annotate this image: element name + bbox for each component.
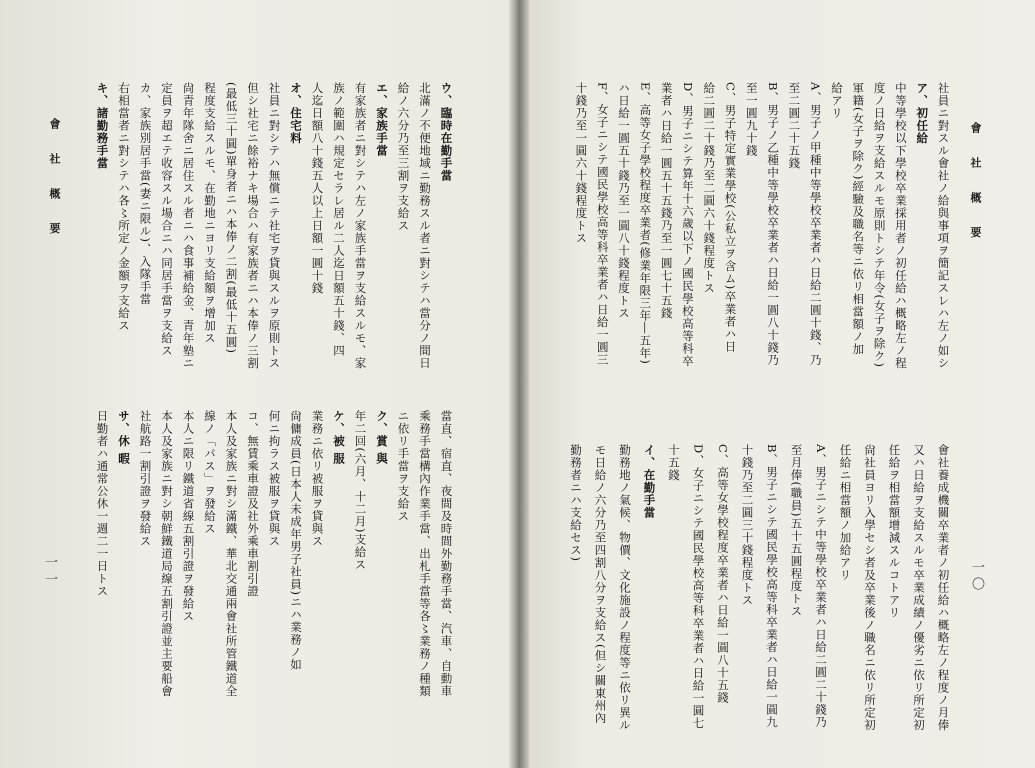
text-column: (最低三十圓)單身者ニハ本俸ノ二割(最低十五圓) (224, 82, 239, 354)
text-column: 勤務地ノ氣候、物價、文化施設ノ程度等ニ依リ異ル (618, 444, 632, 732)
text-column: サ、休 暇 (117, 410, 131, 466)
text-column: 乘務手當構內作業手當、出札手當等各〻業務ノ種類 (418, 410, 432, 698)
text-column: 尙傭成員(日本人未成年男子社員)ニハ業務ノ如 (289, 410, 303, 671)
text-column: ハ日給一圓五十錢乃至一圓八十錢程度トス (617, 82, 631, 320)
text-column: 日勤者ハ通常公休一週二一日トス (95, 410, 110, 598)
text-column: 本人及家族ニ對シ朝鮮鐵道局線五割引證並主要船會 (160, 410, 174, 698)
text-column: ク、賞 與 (375, 410, 389, 466)
text-column: D、女子ニシテ國民學校高等科卒業者ハ日給一圓七 (691, 444, 706, 730)
text-column: E、高等女子學校程度卒業者(修業年限三年―五年) (638, 82, 653, 365)
text-column: 任給ニ相當額ノ加給アリ (838, 444, 853, 582)
text-column: 社員ニ對スル會社ノ給與事項ヲ簡記スレハ左ノ如シ (936, 82, 951, 370)
text-column: 給ノ六分乃至三割ヲ支給ス (396, 82, 411, 232)
text-column: モ日給ノ六分乃至四割八分ヲ支給ス(但シ關東州內 (593, 444, 608, 725)
right-page (519, 0, 1035, 768)
book-gutter (509, 0, 529, 768)
text-column: 社航路一割引證ヲ發給ス (138, 410, 153, 548)
left-page (0, 0, 517, 768)
text-column: 族ノ範圍ハ規定セラレ居ル二人迄日額五十錢、四 (332, 82, 346, 357)
text-column: 有家族者ニ對シテハ左ノ家族手當ヲ支給スルモ、家 (353, 82, 368, 370)
text-column: 右相當者ニ對シテハ各〻所定ノ金額ヲ支給ス (117, 82, 131, 332)
text-column: 北滿ノ不便地域ニ勤務スル者ニ對シテハ當分ノ間日 (418, 82, 432, 370)
text-column: 至二圓二十五錢 (787, 82, 802, 170)
text-column: ニ依リ手當ヲ支給ス (396, 410, 411, 523)
text-column: ケ、被 服 (332, 410, 346, 466)
text-column: 度ノ日給ヲ支給スルモ原則トシテ年令(女子ヲ除ク) (872, 82, 887, 368)
text-column: 人迄日額八十錢五人以上日額一圓十錢 (310, 82, 325, 295)
text-column: 任給ヲ相當額增減スルコトアリ (887, 444, 902, 619)
text-column: F、女子ニシテ國民學校高等科卒業者ハ日給一圓三 (595, 82, 610, 366)
text-column: 當直、宿直、夜間及時間外勤務手當、汽車、自動車 (439, 410, 454, 698)
text-column: 會社養成機關卒業者ノ初任給ハ概略左ノ程度ノ月俸 (936, 444, 951, 732)
text-column: オ、住宅料 (289, 82, 303, 145)
text-column: 尙青年隊舍ニ居住スル者ニハ食事補給金、青年塾ニ (181, 82, 196, 370)
text-column: 十五錢 (667, 444, 681, 482)
text-column: 給アリ (830, 82, 844, 120)
running-header-right: 會 社 概 要 (969, 122, 982, 248)
text-column: 十錢乃至一圓六十錢程度トス (574, 82, 589, 245)
text-column: 何ニ拘ラス被服ヲ貸與ス (267, 410, 282, 548)
text-column: 但シ社宅ニ餘裕ナキ場合ハ有家族者ニハ本俸ノ三割 (246, 82, 260, 370)
text-column: B、男子ニシテ國民學校高等科卒業者ハ日給一圓九 (765, 444, 779, 729)
text-column: コ、無賃乘車證及社外乘車割引證 (246, 410, 260, 598)
text-column: A、男子ニシテ中等學校卒業者ハ日給二圓二十錢乃 (814, 444, 828, 729)
text-column: ウ、臨時在勤手當 (439, 82, 454, 182)
text-column: D、男子ニシテ算年十六歲以下ノ國民學校高等科卒 (680, 82, 695, 368)
page-number-left: 一一 (42, 555, 57, 589)
text-column: エ、家族手當 (375, 82, 389, 157)
page-number-right: 一〇 (969, 560, 984, 594)
text-column: C、高等女學校程度卒業者ハ日給一圓八十五錢 (716, 444, 730, 704)
text-column: 本人ニ限リ鐵道省線五割引證ヲ發給ス (181, 410, 196, 623)
text-column: A、男子ノ甲種中等學校卒業者ハ日給二圓十錢、乃 (808, 82, 823, 367)
text-column: 業者ハ日給一圓五十五錢乃至一圓七十五錢 (659, 82, 674, 320)
text-column: 本人及家族ニ對シ滿鐵、華北交通兩會社所管鐵道全 (224, 410, 239, 698)
text-column: 軍籍(女子ヲ除ク)經驗及職名等ニ依リ相當額ノ加 (851, 82, 866, 356)
running-header-left: 會 社 概 要 (48, 118, 61, 244)
text-column: 至月俸(職員)五十五圓程度トス (789, 444, 804, 618)
text-column: 勤務者ニハ支給セス) (569, 444, 583, 562)
text-column: 年二回(六月、十二月)支給ス (353, 410, 368, 571)
text-column: カ、家族別居手當(妻ニ限ル)、入隊手當 (138, 82, 153, 306)
text-column: C、男子特定實業學校(公私立ヲ含ム)卒業者ハ日 (723, 82, 738, 353)
text-column: 定員ヲ超エテ收容スル場合ニハ同居手當ヲ支給ス (160, 82, 174, 357)
text-column: 中等學校以下學校卒業採用者ノ初任給ハ概略左ノ程 (893, 82, 908, 370)
text-column: 又ハ日給ヲ支給スルモ卒業成績ノ優劣ニ依リ所定初 (912, 444, 926, 732)
text-column: 業務ニ依リ被服ヲ貸與ス (310, 410, 325, 548)
text-column: 十錢乃至二圓三十錢程度トス (740, 444, 755, 607)
text-column: イ、在勤手當 (642, 444, 657, 519)
text-column: ア、初任給 (915, 82, 930, 145)
text-column: 線ノ「パス」ヲ發給ス (203, 410, 217, 535)
text-column: 尙社員ヨリ入學セシ者及卒業後ノ職名ニ依リ所定初 (863, 444, 877, 732)
text-column: 給二圓二十錢乃至二圓六十錢程度トス (702, 82, 717, 295)
text-column: B、男子ノ乙種中等學校卒業者ハ日給一圓八十錢乃 (766, 82, 781, 367)
text-column: キ、諸勤務手當 (95, 82, 110, 170)
text-column: 至一圓九十錢 (744, 82, 759, 157)
text-column: 社員ニ對シテハ無償ニテ社宅ヲ貸與スルヲ原則トス (267, 82, 282, 370)
text-column: 程度支給スルモ、在勤地ニヨリ支給額ヲ增加ス (203, 82, 217, 345)
